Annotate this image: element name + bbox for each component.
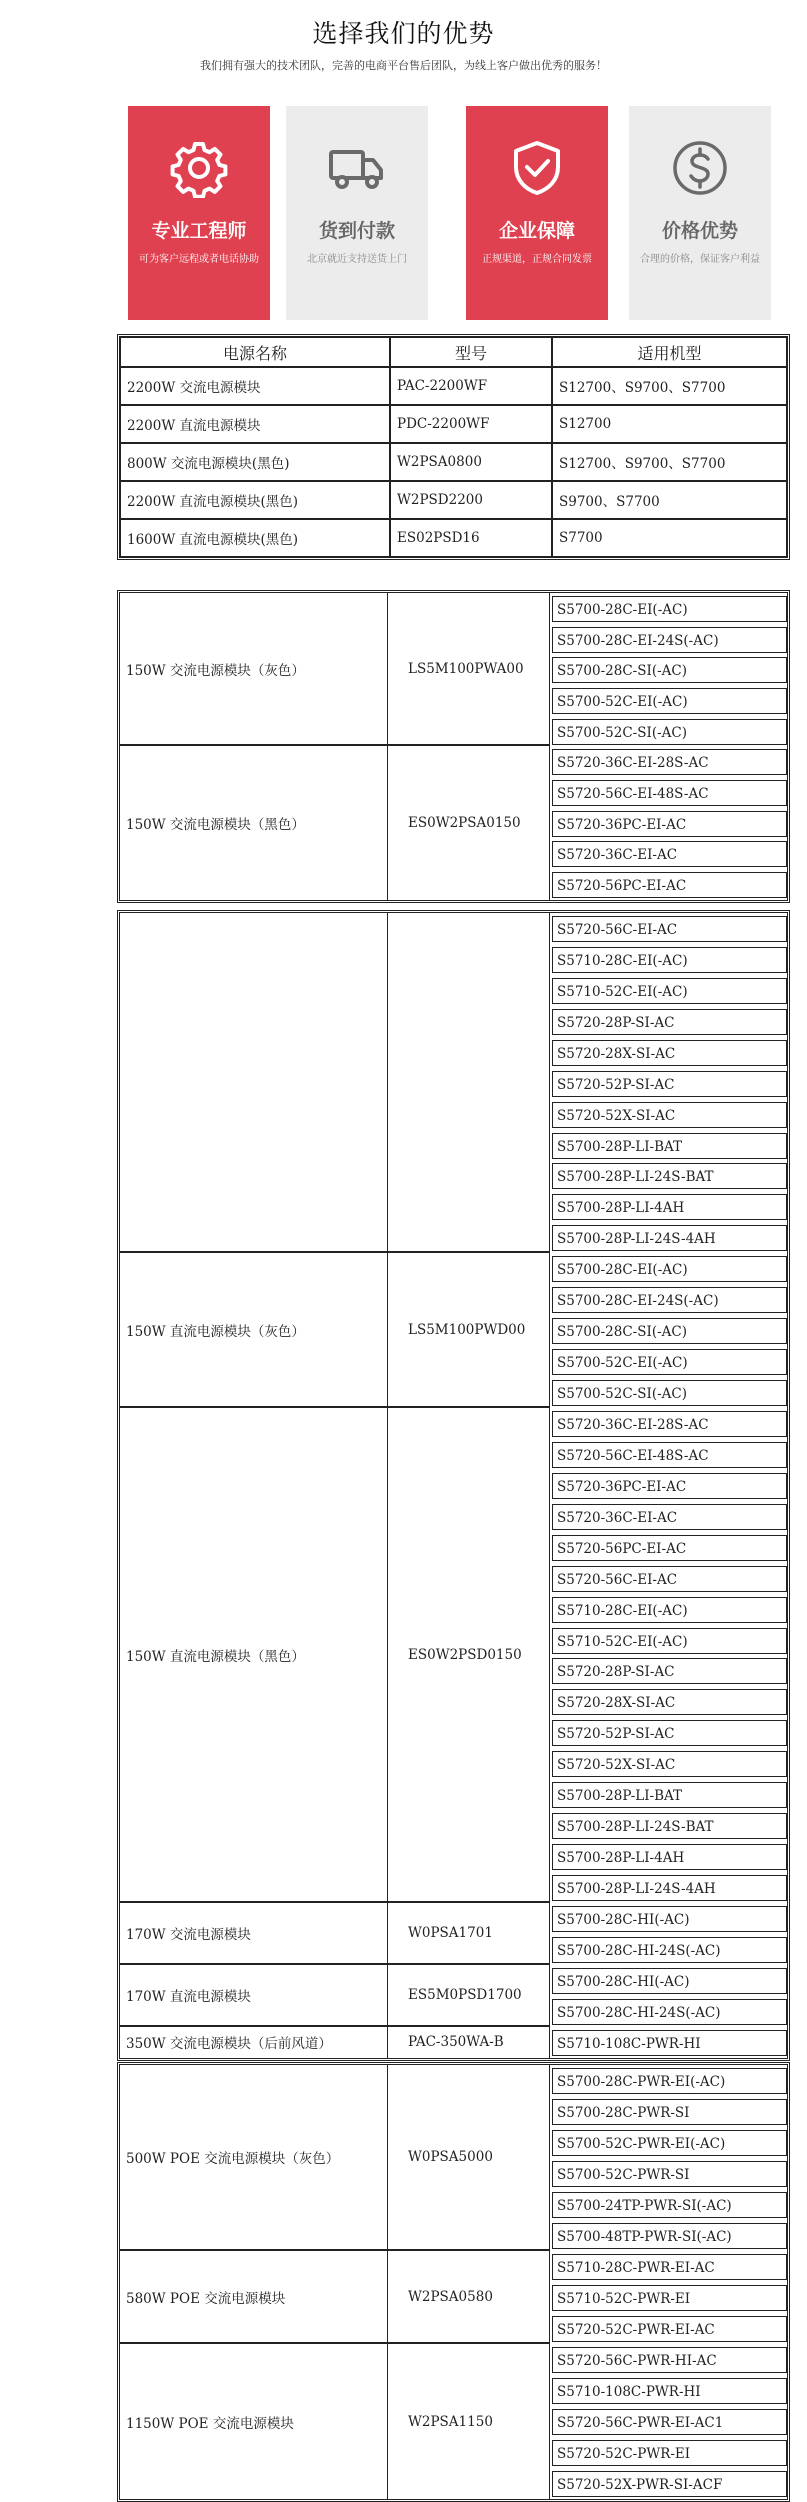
machine-label: S5720-52X-PWR-SI-ACF (552, 2471, 787, 2497)
table-row (120, 443, 787, 481)
machine-label: S5700-52C-EI(-AC) (552, 1349, 787, 1375)
cell-machine (550, 1439, 787, 1470)
cell-machine (550, 1934, 787, 1965)
cell-machines: S12700、S9700、S7700 (552, 443, 787, 481)
machine-label: S5700-24TP-PWR-SI(-AC) (552, 2192, 787, 2218)
cell-model: W0PSA1701 (388, 1903, 550, 1965)
cell-machine (550, 1315, 787, 1346)
power-module-table-block2 (117, 910, 790, 2061)
cell-machine (550, 1068, 787, 1099)
cell-model: ES5M0PSD1700 (388, 1965, 550, 2027)
machine-label: S5710-52C-EI(-AC) (552, 1628, 787, 1654)
machine-label: S5720-52X-SI-AC (552, 1751, 787, 1777)
machine-label: S5700-52C-PWR-SI (552, 2161, 787, 2187)
cell-machine (550, 1965, 787, 1996)
cell-machine (550, 2065, 787, 2096)
machine-label: S5710-28C-PWR-EI-AC (552, 2254, 787, 2280)
cell-machine (550, 1130, 787, 1161)
cell-model: W2PSA0580 (388, 2251, 550, 2344)
machine-label: S5700-52C-PWR-EI(-AC) (552, 2130, 787, 2156)
machine-label: S5720-52P-SI-AC (552, 1071, 787, 1097)
cell-machine (550, 2189, 787, 2220)
cell-name: 170W 交流电源模块 (120, 1903, 388, 1965)
machine-label: S5720-52P-SI-AC (552, 1720, 787, 1746)
cell-machine (550, 2375, 787, 2406)
cell-machine (550, 2468, 787, 2499)
machine-label: S5700-28P-LI-4AH (552, 1844, 787, 1870)
machine-label: S5700-28C-EI(-AC) (552, 1256, 787, 1282)
cell-machine (550, 1903, 787, 1934)
machine-label: S5700-28P-LI-24S-4AH (552, 1875, 787, 1901)
cell-model: ES0W2PSD0150 (388, 1408, 550, 1903)
cell-machine (550, 1872, 787, 1903)
cell-machine (550, 1841, 787, 1872)
cell-name: 150W 交流电源模块（灰色） (120, 593, 388, 746)
shield-check-icon (507, 138, 567, 198)
cell-machines: S9700、S7700 (552, 481, 787, 519)
cell-machines: S7700 (552, 519, 787, 557)
machine-label: S5700-28P-LI-24S-BAT (552, 1163, 787, 1189)
machine-label: S5720-36C-EI-28S-AC (552, 749, 787, 775)
cell-machines: S12700 (552, 405, 787, 443)
cell-model: PAC-2200WF (390, 367, 552, 405)
card-title: 价格优势 (661, 220, 738, 242)
table-row (120, 1253, 787, 1284)
cell-machine (550, 1284, 787, 1315)
cell-machine (550, 1748, 787, 1779)
cell-machine (550, 2344, 787, 2375)
cell-name: 350W 交流电源模块（后前风道） (120, 2027, 388, 2058)
card-title: 企业保障 (498, 220, 575, 242)
cell-machine (550, 685, 787, 716)
cell-machine (550, 1191, 787, 1222)
cell-machine (550, 716, 787, 747)
cell-machine (550, 2027, 787, 2058)
cell-name: 2200W 交流电源模块 (120, 367, 390, 405)
cell-machine (550, 1253, 787, 1284)
machine-label: S5700-28P-LI-4AH (552, 1194, 787, 1220)
machine-label: S5700-28P-LI-BAT (552, 1782, 787, 1808)
cell-name: 170W 直流电源模块 (120, 1965, 388, 2027)
machine-label: S5720-52C-PWR-EI (552, 2440, 787, 2466)
machine-label: S5700-52C-SI(-AC) (552, 1380, 787, 1406)
cell-machine (550, 2127, 787, 2158)
machine-label: S5700-52C-SI(-AC) (552, 719, 787, 745)
cell-model: W2PSD2200 (390, 481, 552, 519)
page-title: 选择我们的优势 (312, 19, 495, 48)
machine-label: S5700-28C-EI-24S(-AC) (552, 1287, 787, 1313)
cell-machine (550, 1686, 787, 1717)
cell-machine (550, 839, 787, 870)
truck-icon (327, 138, 387, 198)
cell-name: 1600W 直流电源模块(黑色) (120, 519, 390, 557)
cell-machine (550, 654, 787, 685)
machine-label: S5710-52C-EI(-AC) (552, 978, 787, 1004)
machine-label: S5700-28C-SI(-AC) (552, 1318, 787, 1344)
dollar-icon (670, 138, 730, 198)
card-price (629, 106, 771, 320)
power-module-table-block3 (117, 2062, 790, 2502)
cell-machine (550, 1006, 787, 1037)
page-subtitle: 我们拥有强大的技术团队，完善的电商平台售后团队，为线上客户做出优秀的服务！ (200, 59, 607, 72)
cell-model: LS5M100PWA00 (388, 593, 550, 746)
cell-machine (550, 1625, 787, 1656)
cell-machine (550, 1501, 787, 1532)
cell-machine (550, 624, 787, 655)
card-guarantee (466, 106, 608, 320)
machine-label: S5710-108C-PWR-HI (552, 2378, 787, 2404)
cell-name: 1150W POE 交流电源模块 (120, 2344, 388, 2499)
table-row (120, 593, 787, 624)
cell-machine (550, 1037, 787, 1068)
machine-label: S5700-28C-HI(-AC) (552, 1968, 787, 1994)
advantage-cards (128, 106, 778, 320)
card-desc: 合理的价格，保证客户利益 (640, 254, 760, 265)
machine-label: S5700-28C-HI(-AC) (552, 1906, 787, 1932)
gear-icon (169, 138, 229, 198)
cell-model: W2PSA0800 (390, 443, 552, 481)
column-header-model: 型号 (390, 337, 552, 367)
cell-machine (550, 777, 787, 808)
machine-label: S5720-36C-EI-AC (552, 1504, 787, 1530)
machine-label: S5720-56PC-EI-AC (552, 1535, 787, 1561)
cell-machine (550, 944, 787, 975)
card-desc: 正规渠道，正规合同发票 (482, 254, 592, 265)
machine-label: S5720-56C-EI-48S-AC (552, 780, 787, 806)
machine-label: S5710-28C-EI(-AC) (552, 947, 787, 973)
cell-machine (550, 1996, 787, 2027)
table-row (120, 2344, 787, 2375)
table-row (120, 2027, 787, 2058)
card-delivery (286, 106, 428, 320)
power-module-table-block1 (117, 590, 790, 903)
machine-label: S5720-36PC-EI-AC (552, 811, 787, 837)
cell-machine (550, 2282, 787, 2313)
cell-model: ES0W2PSA0150 (388, 746, 550, 900)
table-row (120, 2251, 787, 2282)
cell-name: 150W 直流电源模块（灰色） (120, 1253, 388, 1408)
cell-machine (550, 1717, 787, 1748)
machine-label: S5710-28C-EI(-AC) (552, 1597, 787, 1623)
cell-model (388, 913, 550, 1253)
machine-label: S5720-52X-SI-AC (552, 1102, 787, 1128)
table-header-row (120, 337, 787, 367)
machine-label: S5700-28P-LI-24S-BAT (552, 1813, 787, 1839)
cell-machine (550, 808, 787, 839)
cell-name: 580W POE 交流电源模块 (120, 2251, 388, 2344)
cell-model: W0PSA5000 (388, 2065, 550, 2251)
cell-machine (550, 1377, 787, 1408)
column-header-name: 电源名称 (120, 337, 390, 367)
cell-machine (550, 1346, 787, 1377)
power-module-table-main (117, 334, 790, 560)
card-desc: 可为客户远程或者电话协助 (139, 254, 259, 265)
cell-machine (550, 1222, 787, 1253)
machine-label: S5720-56PC-EI-AC (552, 872, 787, 898)
cell-machine (550, 1594, 787, 1625)
table-row (120, 519, 787, 557)
card-title: 货到付款 (318, 220, 395, 242)
machine-label: S5720-28X-SI-AC (552, 1689, 787, 1715)
cell-machine (550, 2437, 787, 2468)
card-engineer (128, 106, 270, 320)
cell-name: 800W 交流电源模块(黑色) (120, 443, 390, 481)
machine-label: S5720-36C-EI-28S-AC (552, 1411, 787, 1437)
cell-name: 500W POE 交流电源模块（灰色） (120, 2065, 388, 2251)
cell-machine (550, 913, 787, 944)
cell-model: ES02PSD16 (390, 519, 552, 557)
machine-label: S5700-28C-PWR-SI (552, 2099, 787, 2125)
cell-machine (550, 2220, 787, 2251)
machine-label: S5720-52C-PWR-EI-AC (552, 2316, 787, 2342)
table-row (120, 746, 787, 777)
cell-machine (550, 1099, 787, 1130)
machine-label: S5700-28C-HI-24S(-AC) (552, 1999, 787, 2025)
machine-label: S5720-28X-SI-AC (552, 1040, 787, 1066)
cell-machine (550, 2251, 787, 2282)
cell-model: PAC-350WA-B (388, 2027, 550, 2058)
cell-model: PDC-2200WF (390, 405, 552, 443)
table-row (120, 481, 787, 519)
cell-machine (550, 1161, 787, 1192)
machine-label: S5710-52C-PWR-EI (552, 2285, 787, 2311)
cell-name (120, 913, 388, 1253)
machine-label: S5700-48TP-PWR-SI(-AC) (552, 2223, 787, 2249)
machine-label: S5720-56C-PWR-EI-AC1 (552, 2409, 787, 2435)
cell-machine (550, 2158, 787, 2189)
machine-label: S5700-28P-LI-BAT (552, 1133, 787, 1159)
cell-machine (550, 1563, 787, 1594)
cell-name: 150W 直流电源模块（黑色） (120, 1408, 388, 1903)
machine-label: S5720-28P-SI-AC (552, 1658, 787, 1684)
cell-name: 150W 交流电源模块（黑色） (120, 746, 388, 900)
table-row (120, 2065, 787, 2096)
cell-machine (550, 975, 787, 1006)
table-row (120, 367, 787, 405)
column-header-machines: 适用机型 (552, 337, 787, 367)
machine-label: S5700-28C-HI-24S(-AC) (552, 1937, 787, 1963)
machine-label: S5710-108C-PWR-HI (552, 2030, 787, 2056)
table-row (120, 913, 787, 944)
cell-machine (550, 2313, 787, 2344)
cell-machine (550, 2096, 787, 2127)
cell-name: 2200W 直流电源模块(黑色) (120, 481, 390, 519)
cell-model: LS5M100PWD00 (388, 1253, 550, 1408)
machine-label: S5700-28P-LI-24S-4AH (552, 1225, 787, 1251)
cell-machine (550, 746, 787, 777)
machine-label: S5720-56C-EI-AC (552, 916, 787, 942)
card-title: 专业工程师 (151, 220, 247, 242)
machine-label: S5700-52C-EI(-AC) (552, 688, 787, 714)
cell-machine (550, 2406, 787, 2437)
machine-label: S5720-56C-EI-48S-AC (552, 1442, 787, 1468)
cell-machine (550, 1810, 787, 1841)
machine-label: S5720-28P-SI-AC (552, 1009, 787, 1035)
cell-name: 2200W 直流电源模块 (120, 405, 390, 443)
table-row (120, 1408, 787, 1439)
machine-label: S5720-56C-PWR-HI-AC (552, 2347, 787, 2373)
cell-model: W2PSA1150 (388, 2344, 550, 2499)
table-row (120, 405, 787, 443)
machine-label: S5720-36C-EI-AC (552, 841, 787, 867)
machine-label: S5700-28C-EI-24S(-AC) (552, 627, 787, 653)
cell-machine (550, 1779, 787, 1810)
machine-label: S5700-28C-EI(-AC) (552, 596, 787, 622)
cell-machine (550, 1408, 787, 1439)
cell-machine (550, 869, 787, 900)
table-row (120, 1903, 787, 1934)
cell-machine (550, 1532, 787, 1563)
card-desc: 北京就近支持送货上门 (307, 254, 407, 265)
machine-label: S5700-28C-SI(-AC) (552, 657, 787, 683)
machine-label: S5700-28C-PWR-EI(-AC) (552, 2068, 787, 2094)
cell-machine (550, 1470, 787, 1501)
cell-machine (550, 1656, 787, 1687)
cell-machines: S12700、S9700、S7700 (552, 367, 787, 405)
cell-machine (550, 593, 787, 624)
machine-label: S5720-36PC-EI-AC (552, 1473, 787, 1499)
table-row (120, 1965, 787, 1996)
machine-label: S5720-56C-EI-AC (552, 1566, 787, 1592)
